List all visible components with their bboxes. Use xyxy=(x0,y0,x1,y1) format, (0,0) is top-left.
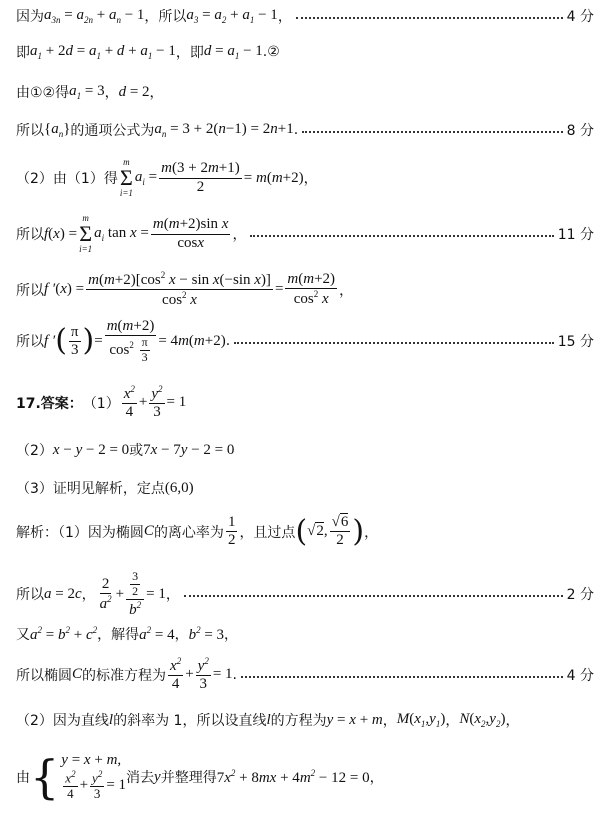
line-9: 17.答案： （1） $\frac{x^2}{4}$ + $\frac{y^2}{3}$ = 1 xyxy=(16,384,187,421)
fraction: $\frac{x^2}{4}$ xyxy=(170,656,182,693)
text: ② xyxy=(267,44,280,60)
formula: y = x + m xyxy=(326,711,383,728)
formula: f ′ xyxy=(44,332,56,349)
line-1: 因为 $a_{3n} = a_{2n} + a_n - 1$ ，所以 $a_3 = a_2 + a_1 - 1$ ， 4 分 xyxy=(16,7,594,25)
text: ，所以 xyxy=(144,9,187,25)
score: 4 分 xyxy=(566,667,594,684)
formula: $b^2 = 3$ xyxy=(188,624,225,643)
text: 由 xyxy=(16,770,30,787)
formula: $\{a_n\}$ xyxy=(44,121,71,139)
text: 的标准方程为 xyxy=(82,667,167,684)
text: ， xyxy=(303,171,318,187)
formula: = m(m+2) xyxy=(243,169,304,186)
formula: $7x^2 + 8mx + 4m^2 - 12 = 0$ xyxy=(216,767,370,786)
fixed-point: (6,0) xyxy=(164,479,194,496)
fraction: $\frac{2}{a^2}$ xyxy=(99,575,112,612)
formula: d = 2 xyxy=(118,83,150,100)
text: 所以椭圆 xyxy=(16,667,72,684)
dot-leader xyxy=(184,595,563,597)
line-17 xyxy=(16,750,594,805)
text: ，且过点 xyxy=(239,524,296,541)
left-paren: ( xyxy=(295,513,308,549)
line-6: 所以 f(x) = m Σ i=1 $a_i$ tan x = $\frac{\text{m(m+2)sin x}}{\cos x}$ ， 11 分 xyxy=(16,213,594,254)
text: ， xyxy=(369,770,384,787)
text: ， xyxy=(81,587,96,604)
left-paren: ( xyxy=(55,323,67,359)
text: 即 xyxy=(16,45,30,61)
text: 所以 xyxy=(16,123,44,139)
fraction: $\frac{\text{m(m+2)sin x}}{\cos x}$ xyxy=(152,216,229,251)
dot-leader xyxy=(234,342,554,344)
fraction: $\frac{y^2}{3}$ xyxy=(197,656,209,693)
text: 又 xyxy=(16,627,30,643)
formula: $a_1 = 3$ xyxy=(69,83,105,101)
formula: $a_3 = a_2 + a_1 - 1$ xyxy=(186,7,278,25)
formula: $a_i$ tan x = xyxy=(94,225,149,243)
text: 的方程为 xyxy=(270,713,327,729)
fraction: $\frac{1}{2}$ xyxy=(227,514,236,549)
text: ，解得 xyxy=(97,627,140,643)
formula: $M(x_1,y_1)$ xyxy=(396,711,446,729)
line-7: 所以 f ′(x) = $\frac{m(m+2)[\cos^2 x - \sin x(-\sin x)]}{\cos^2 x}$ = $\frac{m(m+2)}{\cos^2 x}$ ， xyxy=(16,270,354,309)
text: 的通项公式为 xyxy=(70,123,155,139)
text: 消去 xyxy=(126,770,155,787)
text: 的离心率为 xyxy=(153,524,224,541)
text: （2） xyxy=(16,443,53,459)
dot-leader xyxy=(296,17,563,19)
formula: a = 2c xyxy=(44,585,82,602)
formula: $a_{3n} = a_{2n} + a_n - 1$ xyxy=(44,7,145,25)
line-5 xyxy=(16,158,594,198)
text: 由①②得 xyxy=(16,85,70,101)
dot-leader xyxy=(250,235,553,237)
text: 所以 xyxy=(16,282,44,299)
line-14 xyxy=(16,624,594,644)
line-15: 所以椭圆 C 的标准方程为 $\frac{x^2}{4}$ + $\frac{y^2}{3}$ = 1 . 4 分 xyxy=(16,656,594,693)
formula: = 4m(m+2) xyxy=(158,332,226,349)
line-12 xyxy=(16,514,594,550)
text: ， xyxy=(505,713,520,729)
formula: $a^2 = b^2 + c^2$ xyxy=(30,624,98,643)
fraction: $\frac{m(3 + 2m+1)}{2}$ xyxy=(161,160,240,195)
text: ， xyxy=(382,713,397,729)
formula: 7x − 7y − 2 = 0 xyxy=(143,441,235,458)
text: 并整理得 xyxy=(160,770,217,787)
formula: $a_n = 3 + 2(n-1) = 2n+1$ xyxy=(154,121,294,139)
text: ， xyxy=(104,85,119,101)
text: ， xyxy=(364,524,379,541)
line-16 xyxy=(16,710,594,730)
fraction: $\frac{y^2}{3}$ xyxy=(151,384,163,421)
formula: $a_i$ = xyxy=(134,169,158,187)
formula: C xyxy=(143,523,154,540)
text: 所以 xyxy=(16,227,44,243)
formula: x − y − 2 = 0 xyxy=(52,441,130,458)
text: 因为 xyxy=(16,9,44,25)
text: ， xyxy=(445,713,460,729)
sum-symbol: m Σ i=1 xyxy=(119,157,133,198)
dot-leader xyxy=(241,676,563,678)
formula: f ′(x) = xyxy=(44,281,85,298)
fraction: $\frac{m(m+2)[\cos^2 x - \sin x(-\sin x)]}{\cos^2 x}$ xyxy=(88,270,271,309)
line-8: 所以 f ′ ( $\frac{\pi}{3}$ ) = m(m+2) $\cos^2$ $\frac{\pi}{3}$ = 4m(m+2) . 15 分 xyxy=(16,318,594,365)
score: 11 分 xyxy=(557,227,594,243)
line-10 xyxy=(16,440,594,460)
text: 或 xyxy=(129,443,144,459)
formula: √2, xyxy=(307,523,328,540)
formula: f(x) = xyxy=(44,225,78,242)
fraction: $\frac{m(m+2)}{\cos^2 x}$ xyxy=(287,271,336,308)
line-4: 所以 $\{a_n\}$ 的通项公式为 $a_n = 3 + 2(n-1) = 2n+1$ . 8 分 xyxy=(16,121,594,139)
left-brace: { xyxy=(30,750,60,805)
fraction: $\frac{x^2}{4}$ xyxy=(123,384,135,421)
fraction: $\frac{√6}{2}$ xyxy=(331,514,349,549)
text: （3）证明见解析，定点 xyxy=(16,481,165,497)
sum-symbol: m Σ i=1 xyxy=(79,213,93,254)
text: ， xyxy=(224,627,239,643)
formula: l xyxy=(108,711,114,728)
text: 所以 xyxy=(16,587,44,604)
right-paren: ) xyxy=(82,323,95,359)
equation-system: y = x + m, $\frac{x^2}{4}$ + $\frac{y^2}{3}$ = 1 xyxy=(61,752,127,802)
answer-heading: 17.答案： xyxy=(16,395,83,412)
formula: $a_1 + 2d = a_1 + d + a_1 - 1$ xyxy=(30,43,176,61)
text: ， xyxy=(165,587,180,604)
line-3: 由①②得 $a_1 = 3$ ， d = 2 ， xyxy=(16,83,164,101)
text: （1） xyxy=(82,395,120,412)
formula: C xyxy=(72,666,83,683)
text: 解析：（1）因为椭圆 xyxy=(16,524,144,541)
score: 2 分 xyxy=(566,587,594,604)
text: 所以 xyxy=(16,334,44,351)
score: 4 分 xyxy=(566,9,594,25)
right-paren: ) xyxy=(352,513,365,549)
text: ， xyxy=(174,627,189,643)
line-11 xyxy=(16,478,594,498)
fraction: $\frac{\frac{3}{2}}{b^2}$ xyxy=(126,570,144,619)
formula: $a^2 = 4$ xyxy=(139,624,175,643)
line-13: 所以 a = 2c ， $\frac{2}{a^2}$ + $\frac{\frac{3}{2}}{b^2}$ = 1 ， 2 分 xyxy=(16,569,594,618)
fraction: $\frac{\pi}{3}$ xyxy=(70,323,79,358)
line-2: 即 $a_1 + 2d = a_1 + d + a_1 - 1$ ，即 $d = a_1 - 1$ . ② xyxy=(16,43,280,61)
formula: l xyxy=(266,711,271,728)
formula: y xyxy=(154,768,161,785)
formula: $N(x_2,y_2)$ xyxy=(459,711,506,729)
fraction: m(m+2) $\cos^2$ $\frac{\pi}{3}$ xyxy=(106,318,155,365)
formula: $d = a_1 - 1$ xyxy=(203,43,263,61)
text: （2）因为直线 xyxy=(16,713,109,729)
text: （2）由（1）得 xyxy=(16,171,118,187)
dot-leader xyxy=(302,131,562,133)
text: 的斜率为 1，所以设直线 xyxy=(113,713,267,729)
text: ，即 xyxy=(175,45,204,61)
text: ， xyxy=(339,282,354,299)
score: 8 分 xyxy=(566,123,594,139)
score: 15 分 xyxy=(557,334,594,351)
